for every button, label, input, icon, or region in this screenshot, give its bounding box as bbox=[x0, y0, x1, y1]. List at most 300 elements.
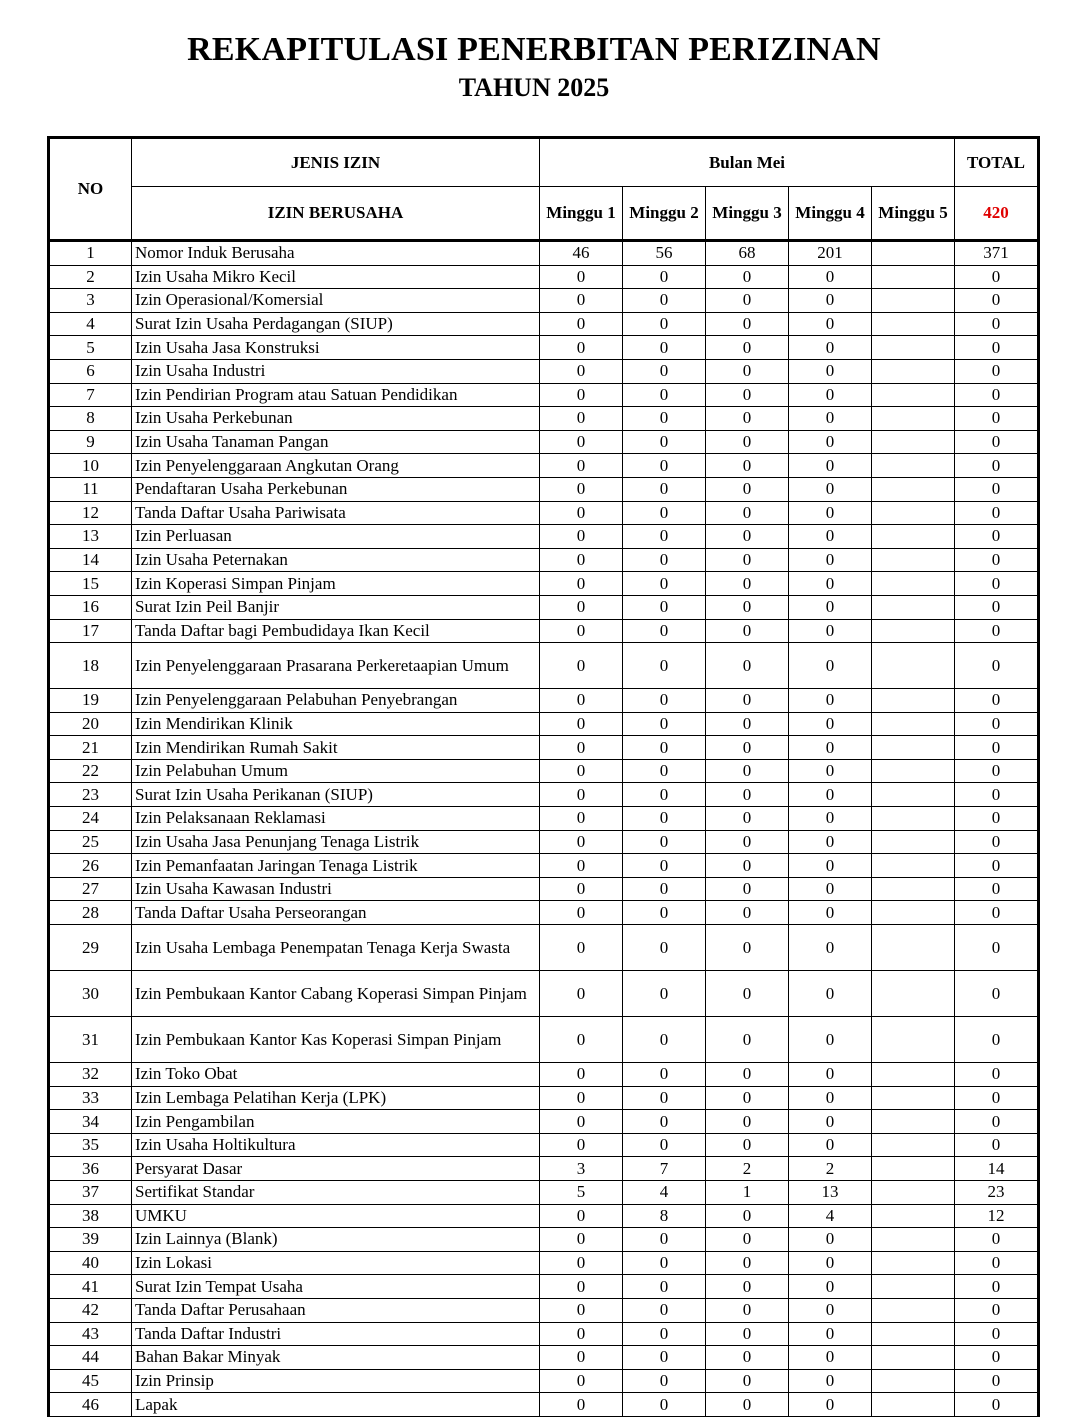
row-no: 39 bbox=[49, 1228, 132, 1252]
row-minggu-1: 0 bbox=[540, 430, 623, 454]
row-minggu-4: 0 bbox=[789, 783, 872, 807]
row-total: 0 bbox=[955, 477, 1039, 501]
row-no: 46 bbox=[49, 1393, 132, 1417]
row-no: 28 bbox=[49, 901, 132, 925]
row-minggu-1: 0 bbox=[540, 359, 623, 383]
table-row bbox=[49, 289, 1039, 313]
row-minggu-4: 0 bbox=[789, 407, 872, 431]
row-minggu-3: 2 bbox=[706, 1157, 789, 1181]
row-minggu-1: 5 bbox=[540, 1181, 623, 1205]
row-minggu-4: 0 bbox=[789, 548, 872, 572]
row-minggu-5 bbox=[872, 1393, 955, 1417]
row-minggu-2: 0 bbox=[623, 1251, 706, 1275]
row-minggu-5 bbox=[872, 572, 955, 596]
row-minggu-1: 0 bbox=[540, 595, 623, 619]
table-row bbox=[49, 548, 1039, 572]
row-minggu-3: 0 bbox=[706, 1369, 789, 1393]
row-minggu-2: 0 bbox=[623, 1298, 706, 1322]
row-minggu-5 bbox=[872, 1204, 955, 1228]
row-total: 0 bbox=[955, 1086, 1039, 1110]
row-minggu-2: 0 bbox=[623, 312, 706, 336]
row-minggu-4: 0 bbox=[789, 265, 872, 289]
row-minggu-1: 0 bbox=[540, 1251, 623, 1275]
header-no: NO bbox=[49, 138, 132, 241]
row-minggu-1: 0 bbox=[540, 854, 623, 878]
table-row bbox=[49, 1181, 1039, 1205]
row-minggu-3: 0 bbox=[706, 336, 789, 360]
row-minggu-2: 0 bbox=[623, 759, 706, 783]
header-minggu-1: Minggu 1 bbox=[540, 187, 623, 241]
row-no: 45 bbox=[49, 1369, 132, 1393]
row-minggu-1: 0 bbox=[540, 712, 623, 736]
table-row bbox=[49, 525, 1039, 549]
row-minggu-1: 0 bbox=[540, 312, 623, 336]
row-minggu-4: 0 bbox=[789, 643, 872, 689]
row-minggu-3: 0 bbox=[706, 1393, 789, 1417]
row-minggu-1: 0 bbox=[540, 1298, 623, 1322]
row-minggu-3: 0 bbox=[706, 1322, 789, 1346]
row-jenis-izin: Izin Pelaksanaan Reklamasi bbox=[132, 807, 540, 831]
row-jenis-izin: Izin Usaha Jasa Penunjang Tenaga Listrik bbox=[132, 830, 540, 854]
row-jenis-izin: Izin Pelabuhan Umum bbox=[132, 759, 540, 783]
row-total: 0 bbox=[955, 1017, 1039, 1063]
row-total: 0 bbox=[955, 595, 1039, 619]
row-minggu-2: 0 bbox=[623, 1017, 706, 1063]
row-minggu-3: 0 bbox=[706, 619, 789, 643]
row-minggu-5 bbox=[872, 807, 955, 831]
row-minggu-4: 0 bbox=[789, 971, 872, 1017]
row-minggu-5 bbox=[872, 407, 955, 431]
row-total: 0 bbox=[955, 454, 1039, 478]
row-minggu-5 bbox=[872, 619, 955, 643]
row-minggu-5 bbox=[872, 241, 955, 266]
row-jenis-izin: Tanda Daftar bagi Pembudidaya Ikan Kecil bbox=[132, 619, 540, 643]
row-minggu-2: 0 bbox=[623, 712, 706, 736]
row-minggu-2: 0 bbox=[623, 383, 706, 407]
row-minggu-3: 0 bbox=[706, 877, 789, 901]
row-no: 37 bbox=[49, 1181, 132, 1205]
row-no: 6 bbox=[49, 359, 132, 383]
row-minggu-1: 0 bbox=[540, 1322, 623, 1346]
row-minggu-2: 0 bbox=[623, 925, 706, 971]
row-no: 1 bbox=[49, 241, 132, 266]
row-minggu-2: 0 bbox=[623, 572, 706, 596]
row-minggu-3: 0 bbox=[706, 595, 789, 619]
row-total: 0 bbox=[955, 548, 1039, 572]
row-minggu-2: 0 bbox=[623, 501, 706, 525]
row-minggu-5 bbox=[872, 289, 955, 313]
row-minggu-3: 0 bbox=[706, 712, 789, 736]
row-minggu-1: 0 bbox=[540, 925, 623, 971]
row-jenis-izin: Izin Mendirikan Rumah Sakit bbox=[132, 736, 540, 760]
row-no: 27 bbox=[49, 877, 132, 901]
table-row bbox=[49, 877, 1039, 901]
table-row bbox=[49, 407, 1039, 431]
header-minggu-5: Minggu 5 bbox=[872, 187, 955, 241]
row-minggu-3: 0 bbox=[706, 1063, 789, 1087]
row-minggu-5 bbox=[872, 359, 955, 383]
row-minggu-3: 0 bbox=[706, 901, 789, 925]
row-minggu-3: 0 bbox=[706, 1275, 789, 1299]
row-minggu-1: 0 bbox=[540, 1086, 623, 1110]
row-minggu-2: 0 bbox=[623, 1063, 706, 1087]
row-no: 29 bbox=[49, 925, 132, 971]
row-minggu-5 bbox=[872, 595, 955, 619]
row-total: 0 bbox=[955, 407, 1039, 431]
row-minggu-4: 0 bbox=[789, 1133, 872, 1157]
row-minggu-1: 46 bbox=[540, 241, 623, 266]
row-minggu-3: 0 bbox=[706, 430, 789, 454]
row-minggu-5 bbox=[872, 430, 955, 454]
row-minggu-5 bbox=[872, 383, 955, 407]
table-row bbox=[49, 643, 1039, 689]
row-jenis-izin: Izin Prinsip bbox=[132, 1369, 540, 1393]
row-minggu-3: 0 bbox=[706, 1110, 789, 1134]
row-minggu-3: 0 bbox=[706, 1086, 789, 1110]
page-title: REKAPITULASI PENERBITAN PERIZINAN bbox=[187, 31, 881, 68]
row-minggu-4: 0 bbox=[789, 595, 872, 619]
row-minggu-1: 0 bbox=[540, 289, 623, 313]
row-minggu-2: 0 bbox=[623, 1133, 706, 1157]
row-minggu-1: 0 bbox=[540, 1228, 623, 1252]
row-minggu-5 bbox=[872, 1086, 955, 1110]
row-minggu-5 bbox=[872, 548, 955, 572]
row-no: 44 bbox=[49, 1346, 132, 1370]
row-no: 40 bbox=[49, 1251, 132, 1275]
row-minggu-4: 0 bbox=[789, 1369, 872, 1393]
row-no: 21 bbox=[49, 736, 132, 760]
row-no: 13 bbox=[49, 525, 132, 549]
row-jenis-izin: Izin Mendirikan Klinik bbox=[132, 712, 540, 736]
row-minggu-5 bbox=[872, 1157, 955, 1181]
row-minggu-2: 0 bbox=[623, 783, 706, 807]
row-minggu-4: 0 bbox=[789, 1346, 872, 1370]
row-minggu-2: 0 bbox=[623, 525, 706, 549]
row-jenis-izin: Izin Penyelenggaraan Pelabuhan Penyebrangan bbox=[132, 689, 540, 713]
row-minggu-4: 0 bbox=[789, 1251, 872, 1275]
row-minggu-5 bbox=[872, 643, 955, 689]
row-minggu-5 bbox=[872, 925, 955, 971]
row-no: 30 bbox=[49, 971, 132, 1017]
row-jenis-izin: Persyarat Dasar bbox=[132, 1157, 540, 1181]
row-minggu-4: 0 bbox=[789, 1110, 872, 1134]
row-minggu-4: 0 bbox=[789, 525, 872, 549]
row-minggu-4: 0 bbox=[789, 383, 872, 407]
row-jenis-izin: Izin Koperasi Simpan Pinjam bbox=[132, 572, 540, 596]
row-minggu-4: 0 bbox=[789, 454, 872, 478]
row-minggu-4: 0 bbox=[789, 759, 872, 783]
row-no: 5 bbox=[49, 336, 132, 360]
table-row bbox=[49, 1157, 1039, 1181]
row-total: 0 bbox=[955, 1063, 1039, 1087]
row-total: 371 bbox=[955, 241, 1039, 266]
row-minggu-1: 0 bbox=[540, 407, 623, 431]
table-row bbox=[49, 1228, 1039, 1252]
row-minggu-5 bbox=[872, 1298, 955, 1322]
row-minggu-4: 0 bbox=[789, 336, 872, 360]
row-minggu-4: 13 bbox=[789, 1181, 872, 1205]
row-minggu-4: 0 bbox=[789, 572, 872, 596]
grand-total-value: 420 bbox=[955, 187, 1039, 241]
row-minggu-2: 0 bbox=[623, 477, 706, 501]
row-minggu-5 bbox=[872, 1322, 955, 1346]
row-minggu-4: 0 bbox=[789, 807, 872, 831]
row-no: 36 bbox=[49, 1157, 132, 1181]
row-minggu-4: 0 bbox=[789, 312, 872, 336]
row-no: 16 bbox=[49, 595, 132, 619]
row-minggu-4: 0 bbox=[789, 501, 872, 525]
row-minggu-1: 0 bbox=[540, 689, 623, 713]
row-minggu-1: 0 bbox=[540, 901, 623, 925]
row-no: 24 bbox=[49, 807, 132, 831]
row-minggu-4: 201 bbox=[789, 241, 872, 266]
row-minggu-2: 0 bbox=[623, 359, 706, 383]
row-no: 17 bbox=[49, 619, 132, 643]
row-minggu-3: 0 bbox=[706, 312, 789, 336]
row-minggu-4: 0 bbox=[789, 1393, 872, 1417]
row-minggu-1: 0 bbox=[540, 1110, 623, 1134]
row-minggu-1: 0 bbox=[540, 1133, 623, 1157]
row-minggu-4: 0 bbox=[789, 689, 872, 713]
table-row bbox=[49, 925, 1039, 971]
row-total: 0 bbox=[955, 1275, 1039, 1299]
row-minggu-5 bbox=[872, 689, 955, 713]
row-minggu-2: 0 bbox=[623, 336, 706, 360]
row-minggu-2: 0 bbox=[623, 971, 706, 1017]
row-minggu-5 bbox=[872, 1181, 955, 1205]
row-jenis-izin: Pendaftaran Usaha Perkebunan bbox=[132, 477, 540, 501]
row-minggu-4: 0 bbox=[789, 1086, 872, 1110]
header-izin-berusaha: IZIN BERUSAHA bbox=[132, 187, 540, 241]
row-minggu-1: 0 bbox=[540, 501, 623, 525]
row-minggu-3: 0 bbox=[706, 359, 789, 383]
row-minggu-5 bbox=[872, 1346, 955, 1370]
header-bulan: Bulan Mei bbox=[540, 138, 955, 187]
row-total: 14 bbox=[955, 1157, 1039, 1181]
row-minggu-2: 0 bbox=[623, 407, 706, 431]
row-minggu-1: 0 bbox=[540, 383, 623, 407]
row-total: 23 bbox=[955, 1181, 1039, 1205]
row-minggu-2: 0 bbox=[623, 1369, 706, 1393]
row-no: 10 bbox=[49, 454, 132, 478]
header-minggu-2: Minggu 2 bbox=[623, 187, 706, 241]
row-minggu-3: 0 bbox=[706, 501, 789, 525]
row-minggu-3: 0 bbox=[706, 383, 789, 407]
row-no: 8 bbox=[49, 407, 132, 431]
table-body bbox=[49, 241, 1039, 1417]
table-row bbox=[49, 1110, 1039, 1134]
row-minggu-2: 0 bbox=[623, 548, 706, 572]
row-minggu-5 bbox=[872, 1369, 955, 1393]
row-minggu-1: 0 bbox=[540, 477, 623, 501]
row-minggu-2: 0 bbox=[623, 736, 706, 760]
row-minggu-1: 0 bbox=[540, 736, 623, 760]
row-minggu-4: 0 bbox=[789, 1063, 872, 1087]
table-row bbox=[49, 1298, 1039, 1322]
row-minggu-5 bbox=[872, 265, 955, 289]
row-minggu-3: 0 bbox=[706, 783, 789, 807]
row-total: 0 bbox=[955, 830, 1039, 854]
row-jenis-izin: Izin Pembukaan Kantor Kas Koperasi Simpan Pinjam bbox=[132, 1017, 540, 1063]
row-minggu-3: 0 bbox=[706, 736, 789, 760]
row-jenis-izin: Izin Pengambilan bbox=[132, 1110, 540, 1134]
row-total: 0 bbox=[955, 1346, 1039, 1370]
row-jenis-izin: Izin Pembukaan Kantor Cabang Koperasi Simpan Pinjam bbox=[132, 971, 540, 1017]
row-minggu-4: 0 bbox=[789, 477, 872, 501]
row-minggu-4: 0 bbox=[789, 619, 872, 643]
row-total: 0 bbox=[955, 877, 1039, 901]
table-row bbox=[49, 1322, 1039, 1346]
row-jenis-izin: Surat Izin Peil Banjir bbox=[132, 595, 540, 619]
row-minggu-3: 0 bbox=[706, 807, 789, 831]
header-total: TOTAL bbox=[955, 138, 1039, 187]
row-minggu-5 bbox=[872, 477, 955, 501]
row-minggu-5 bbox=[872, 1275, 955, 1299]
row-minggu-1: 0 bbox=[540, 525, 623, 549]
row-minggu-1: 0 bbox=[540, 619, 623, 643]
table-row bbox=[49, 712, 1039, 736]
row-minggu-4: 0 bbox=[789, 712, 872, 736]
row-jenis-izin: Izin Pemanfaatan Jaringan Tenaga Listrik bbox=[132, 854, 540, 878]
row-minggu-5 bbox=[872, 736, 955, 760]
row-jenis-izin: Izin Pendirian Program atau Satuan Pendidikan bbox=[132, 383, 540, 407]
row-minggu-1: 0 bbox=[540, 265, 623, 289]
table-row bbox=[49, 1086, 1039, 1110]
row-no: 38 bbox=[49, 1204, 132, 1228]
row-total: 0 bbox=[955, 1369, 1039, 1393]
row-minggu-3: 0 bbox=[706, 689, 789, 713]
row-total: 0 bbox=[955, 689, 1039, 713]
row-minggu-3: 0 bbox=[706, 1228, 789, 1252]
row-minggu-1: 0 bbox=[540, 548, 623, 572]
row-jenis-izin: Sertifikat Standar bbox=[132, 1181, 540, 1205]
row-no: 19 bbox=[49, 689, 132, 713]
row-no: 15 bbox=[49, 572, 132, 596]
row-minggu-3: 0 bbox=[706, 1017, 789, 1063]
row-minggu-4: 0 bbox=[789, 1298, 872, 1322]
row-no: 18 bbox=[49, 643, 132, 689]
table-row bbox=[49, 1393, 1039, 1417]
header-jenis-izin: JENIS IZIN bbox=[132, 138, 540, 187]
row-minggu-1: 0 bbox=[540, 572, 623, 596]
row-minggu-2: 0 bbox=[623, 1086, 706, 1110]
row-jenis-izin: Izin Operasional/Komersial bbox=[132, 289, 540, 313]
row-minggu-4: 0 bbox=[789, 1322, 872, 1346]
row-no: 14 bbox=[49, 548, 132, 572]
row-total: 0 bbox=[955, 736, 1039, 760]
table-row bbox=[49, 830, 1039, 854]
row-minggu-3: 0 bbox=[706, 407, 789, 431]
row-minggu-5 bbox=[872, 1133, 955, 1157]
row-total: 0 bbox=[955, 643, 1039, 689]
table-row bbox=[49, 1275, 1039, 1299]
row-minggu-2: 0 bbox=[623, 1393, 706, 1417]
row-minggu-2: 0 bbox=[623, 1275, 706, 1299]
row-minggu-3: 0 bbox=[706, 1204, 789, 1228]
row-minggu-2: 0 bbox=[623, 595, 706, 619]
row-no: 3 bbox=[49, 289, 132, 313]
row-total: 0 bbox=[955, 1393, 1039, 1417]
row-total: 0 bbox=[955, 1298, 1039, 1322]
row-jenis-izin: Izin Usaha Jasa Konstruksi bbox=[132, 336, 540, 360]
row-minggu-5 bbox=[872, 783, 955, 807]
row-minggu-1: 0 bbox=[540, 807, 623, 831]
row-minggu-3: 0 bbox=[706, 289, 789, 313]
row-no: 41 bbox=[49, 1275, 132, 1299]
row-minggu-1: 0 bbox=[540, 971, 623, 1017]
row-jenis-izin: Tanda Daftar Industri bbox=[132, 1322, 540, 1346]
row-minggu-2: 0 bbox=[623, 1322, 706, 1346]
row-minggu-2: 0 bbox=[623, 1346, 706, 1370]
row-minggu-1: 0 bbox=[540, 1063, 623, 1087]
row-minggu-5 bbox=[872, 971, 955, 1017]
row-jenis-izin: Lapak bbox=[132, 1393, 540, 1417]
row-minggu-3: 0 bbox=[706, 525, 789, 549]
header-minggu-3: Minggu 3 bbox=[706, 187, 789, 241]
table-row bbox=[49, 241, 1039, 266]
row-minggu-3: 0 bbox=[706, 925, 789, 971]
row-jenis-izin: Izin Usaha Perkebunan bbox=[132, 407, 540, 431]
row-minggu-1: 0 bbox=[540, 830, 623, 854]
row-total: 0 bbox=[955, 807, 1039, 831]
row-minggu-1: 0 bbox=[540, 877, 623, 901]
row-jenis-izin: Izin Toko Obat bbox=[132, 1063, 540, 1087]
row-no: 25 bbox=[49, 830, 132, 854]
row-minggu-4: 0 bbox=[789, 359, 872, 383]
row-minggu-5 bbox=[872, 454, 955, 478]
row-total: 0 bbox=[955, 854, 1039, 878]
row-jenis-izin: Izin Usaha Tanaman Pangan bbox=[132, 430, 540, 454]
row-minggu-4: 0 bbox=[789, 1017, 872, 1063]
row-jenis-izin: Izin Penyelenggaraan Prasarana Perkeretaapian Umum bbox=[132, 643, 540, 689]
row-minggu-4: 0 bbox=[789, 430, 872, 454]
row-minggu-5 bbox=[872, 901, 955, 925]
row-minggu-5 bbox=[872, 312, 955, 336]
row-minggu-2: 0 bbox=[623, 807, 706, 831]
row-jenis-izin: Tanda Daftar Perusahaan bbox=[132, 1298, 540, 1322]
row-minggu-2: 0 bbox=[623, 689, 706, 713]
table-row bbox=[49, 901, 1039, 925]
row-minggu-4: 0 bbox=[789, 925, 872, 971]
row-total: 0 bbox=[955, 525, 1039, 549]
row-total: 0 bbox=[955, 336, 1039, 360]
row-minggu-4: 4 bbox=[789, 1204, 872, 1228]
row-minggu-5 bbox=[872, 336, 955, 360]
row-minggu-5 bbox=[872, 1017, 955, 1063]
table-row bbox=[49, 1346, 1039, 1370]
row-minggu-3: 0 bbox=[706, 477, 789, 501]
table-row bbox=[49, 736, 1039, 760]
row-minggu-4: 0 bbox=[789, 901, 872, 925]
row-minggu-1: 0 bbox=[540, 1346, 623, 1370]
row-total: 0 bbox=[955, 1251, 1039, 1275]
row-jenis-izin: Tanda Daftar Usaha Pariwisata bbox=[132, 501, 540, 525]
row-no: 11 bbox=[49, 477, 132, 501]
row-total: 0 bbox=[955, 1110, 1039, 1134]
row-minggu-3: 0 bbox=[706, 830, 789, 854]
table-row bbox=[49, 759, 1039, 783]
table-row bbox=[49, 807, 1039, 831]
table-row bbox=[49, 619, 1039, 643]
row-minggu-2: 56 bbox=[623, 241, 706, 266]
table-row bbox=[49, 1017, 1039, 1063]
table-row bbox=[49, 689, 1039, 713]
row-minggu-5 bbox=[872, 830, 955, 854]
row-minggu-4: 0 bbox=[789, 854, 872, 878]
row-no: 7 bbox=[49, 383, 132, 407]
row-minggu-1: 0 bbox=[540, 1017, 623, 1063]
table-row bbox=[49, 501, 1039, 525]
